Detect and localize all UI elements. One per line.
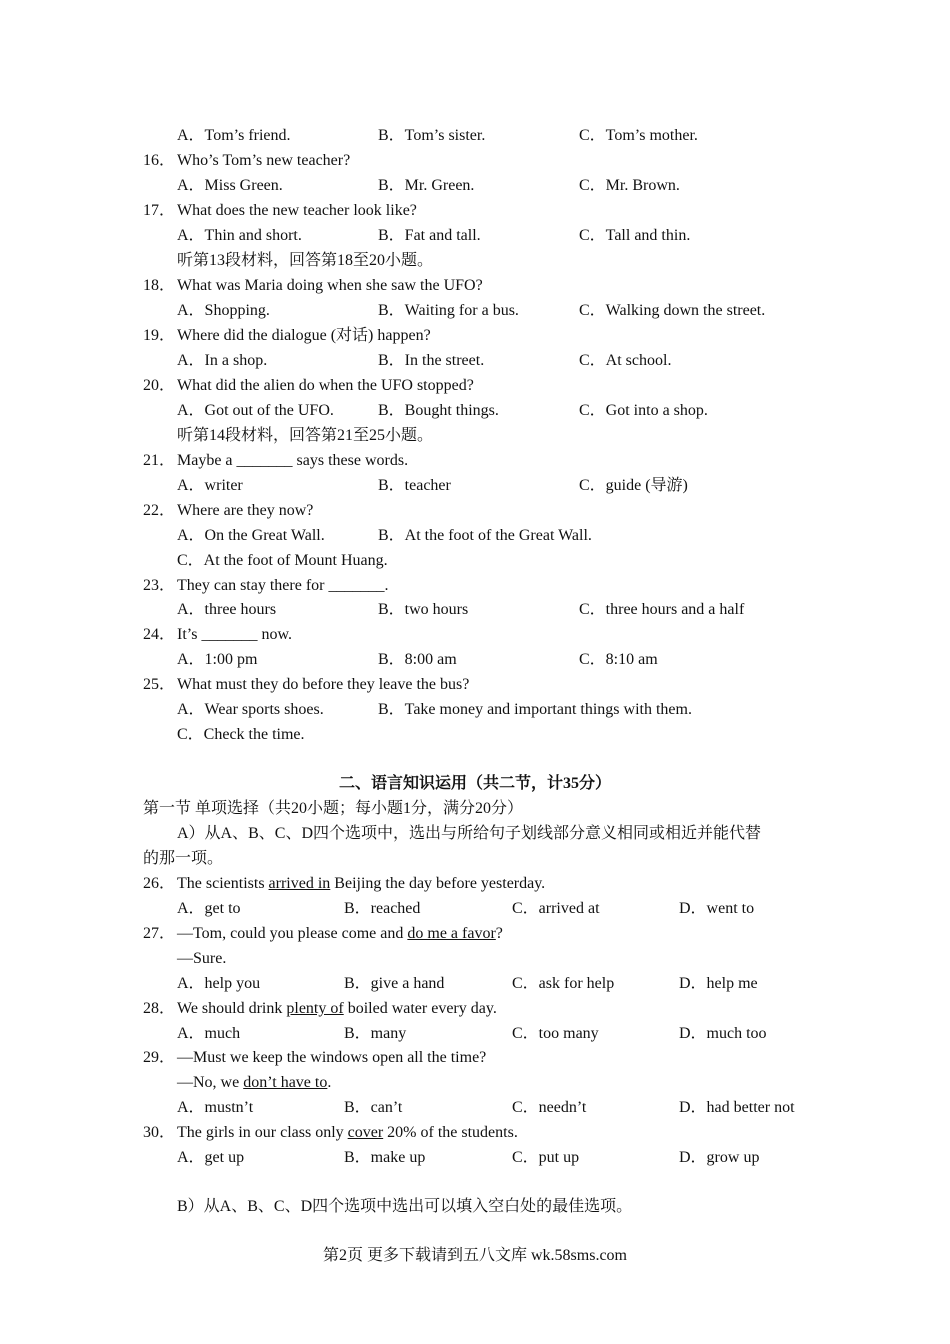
option-d: D．help me xyxy=(679,975,758,992)
option-a: A．Got out of the UFO. xyxy=(177,402,334,419)
question-number: 19． xyxy=(143,327,176,344)
option-a: A．help you xyxy=(177,975,261,992)
question-number: 22． xyxy=(143,502,176,519)
underlined-phrase: cover xyxy=(347,1124,384,1141)
option-c: C．needn’t xyxy=(512,1099,587,1116)
option-c: C．At the foot of Mount Huang. xyxy=(177,552,388,569)
option-c: C．Mr. Brown. xyxy=(579,177,680,194)
option-d: D．had better not xyxy=(679,1099,795,1116)
option-a: A．Tom’s friend. xyxy=(177,127,291,144)
listening-instruction: 听第14段材料，回答第21至25小题。 xyxy=(177,427,434,444)
question-number: 23． xyxy=(143,577,176,594)
option-a: A．Wear sports shoes. xyxy=(177,701,324,718)
option-c: C．guide (导游) xyxy=(579,477,688,494)
question-stem: Where did the dialogue (对话) happen? xyxy=(177,327,431,344)
question-stem: We should drink plenty of boiled water every day. xyxy=(177,1000,497,1017)
question-number: 26． xyxy=(143,875,176,892)
option-a: A．1:00 pm xyxy=(177,651,258,668)
underlined-phrase: arrived in xyxy=(268,875,331,892)
part-a-instruction-continued: 的那一项。 xyxy=(143,850,224,867)
question-number: 28． xyxy=(143,1000,176,1017)
option-b: B．can’t xyxy=(344,1099,403,1116)
option-c: C．Tall and thin. xyxy=(579,227,691,244)
question-stem: The scientists arrived in Beijing the day before yesterday. xyxy=(177,875,546,892)
option-a: A．mustn’t xyxy=(177,1099,254,1116)
option-c: C．too many xyxy=(512,1025,599,1042)
option-c: C．ask for help xyxy=(512,975,615,992)
question-stem: What does the new teacher look like? xyxy=(177,202,417,219)
listening-instruction: 听第13段材料，回答第18至20小题。 xyxy=(177,252,434,269)
option-b: B．reached xyxy=(344,900,421,917)
question-number: 25． xyxy=(143,676,176,693)
option-a: A．Thin and short. xyxy=(177,227,302,244)
option-a: A．three hours xyxy=(177,601,277,618)
question-number: 20． xyxy=(143,377,176,394)
option-c: C．At school. xyxy=(579,352,672,369)
option-a: A．On the Great Wall. xyxy=(177,527,325,544)
underlined-phrase: plenty of xyxy=(286,1000,344,1017)
question-number: 18． xyxy=(143,277,176,294)
question-stem: What did the alien do when the UFO stopped? xyxy=(177,377,474,394)
option-a: A．In a shop. xyxy=(177,352,268,369)
question-stem: —Tom, could you please come and do me a favor? xyxy=(177,925,503,942)
question-stem: Maybe a _______ says these words. xyxy=(177,452,409,469)
option-c: C．Tom’s mother. xyxy=(579,127,698,144)
question-number: 21． xyxy=(143,452,176,469)
option-a: A．get to xyxy=(177,900,241,917)
option-c: C．Walking down the street. xyxy=(579,302,766,319)
question-stem: What must they do before they leave the bus? xyxy=(177,676,470,693)
question-stem: Where are they now? xyxy=(177,502,314,519)
question-number: 24． xyxy=(143,626,176,643)
option-b: B．8:00 am xyxy=(378,651,457,668)
question-number: 29． xyxy=(143,1049,176,1066)
option-d: D．went to xyxy=(679,900,755,917)
question-stem: The girls in our class only cover 20% of the students. xyxy=(177,1124,518,1141)
option-b: B．Take money and important things with them. xyxy=(378,701,692,718)
question-number: 16． xyxy=(143,152,176,169)
option-b: B．give a hand xyxy=(344,975,445,992)
option-b: B．Waiting for a bus. xyxy=(378,302,519,319)
option-a: A．get up xyxy=(177,1149,245,1166)
question-stem: —Must we keep the windows open all the time? xyxy=(177,1049,487,1066)
question-number: 27． xyxy=(143,925,176,942)
option-a: A．writer xyxy=(177,477,243,494)
option-b: B．Mr. Green. xyxy=(378,177,475,194)
page-footer: 第2页 更多下载请到五八文库 wk.58sms.com xyxy=(322,1247,627,1264)
option-b: B．In the street. xyxy=(378,352,485,369)
section-title: 二、语言知识运用（共二节，计35分） xyxy=(338,775,611,792)
question-stem: It’s _______ now. xyxy=(177,626,292,643)
option-c: C．8:10 am xyxy=(579,651,658,668)
option-b: B．At the foot of the Great Wall. xyxy=(378,527,592,544)
option-b: B．Bought things. xyxy=(378,402,499,419)
question-stem: Who’s Tom’s new teacher? xyxy=(177,152,351,169)
option-a: A．Miss Green. xyxy=(177,177,283,194)
dialogue-reply: —Sure. xyxy=(177,950,227,967)
option-a: A．much xyxy=(177,1025,241,1042)
option-a: A．Shopping. xyxy=(177,302,270,319)
option-c: C．arrived at xyxy=(512,900,600,917)
underlined-phrase: do me a favor xyxy=(407,925,496,942)
underlined-phrase: don’t have to xyxy=(243,1074,328,1091)
option-b: B．Fat and tall. xyxy=(378,227,481,244)
option-c: C．put up xyxy=(512,1149,580,1166)
option-b: B．teacher xyxy=(378,477,451,494)
question-number: 30． xyxy=(143,1124,176,1141)
part-b-instruction: B）从A、B、C、D四个选项中选出可以填入空白处的最佳选项。 xyxy=(177,1198,633,1215)
question-stem: They can stay there for _______. xyxy=(177,577,389,594)
part-a-instruction: A）从A、B、C、D四个选项中，选出与所给句子划线部分意义相同或相近并能代替 xyxy=(177,825,762,842)
option-c: C．Got into a shop. xyxy=(579,402,708,419)
option-d: D．much too xyxy=(679,1025,767,1042)
dialogue-reply: —No, we don’t have to. xyxy=(177,1074,332,1091)
option-b: B．Tom’s sister. xyxy=(378,127,486,144)
option-b: B．make up xyxy=(344,1149,426,1166)
section-header: 第一节 单项选择（共20小题；每小题1分，满分20分） xyxy=(143,800,524,817)
option-c: C．three hours and a half xyxy=(579,601,745,618)
option-b: B．two hours xyxy=(378,601,469,618)
option-b: B．many xyxy=(344,1025,407,1042)
question-stem: What was Maria doing when she saw the UFO? xyxy=(177,277,483,294)
option-d: D．grow up xyxy=(679,1149,760,1166)
option-c: C．Check the time. xyxy=(177,726,305,743)
question-number: 17． xyxy=(143,202,176,219)
